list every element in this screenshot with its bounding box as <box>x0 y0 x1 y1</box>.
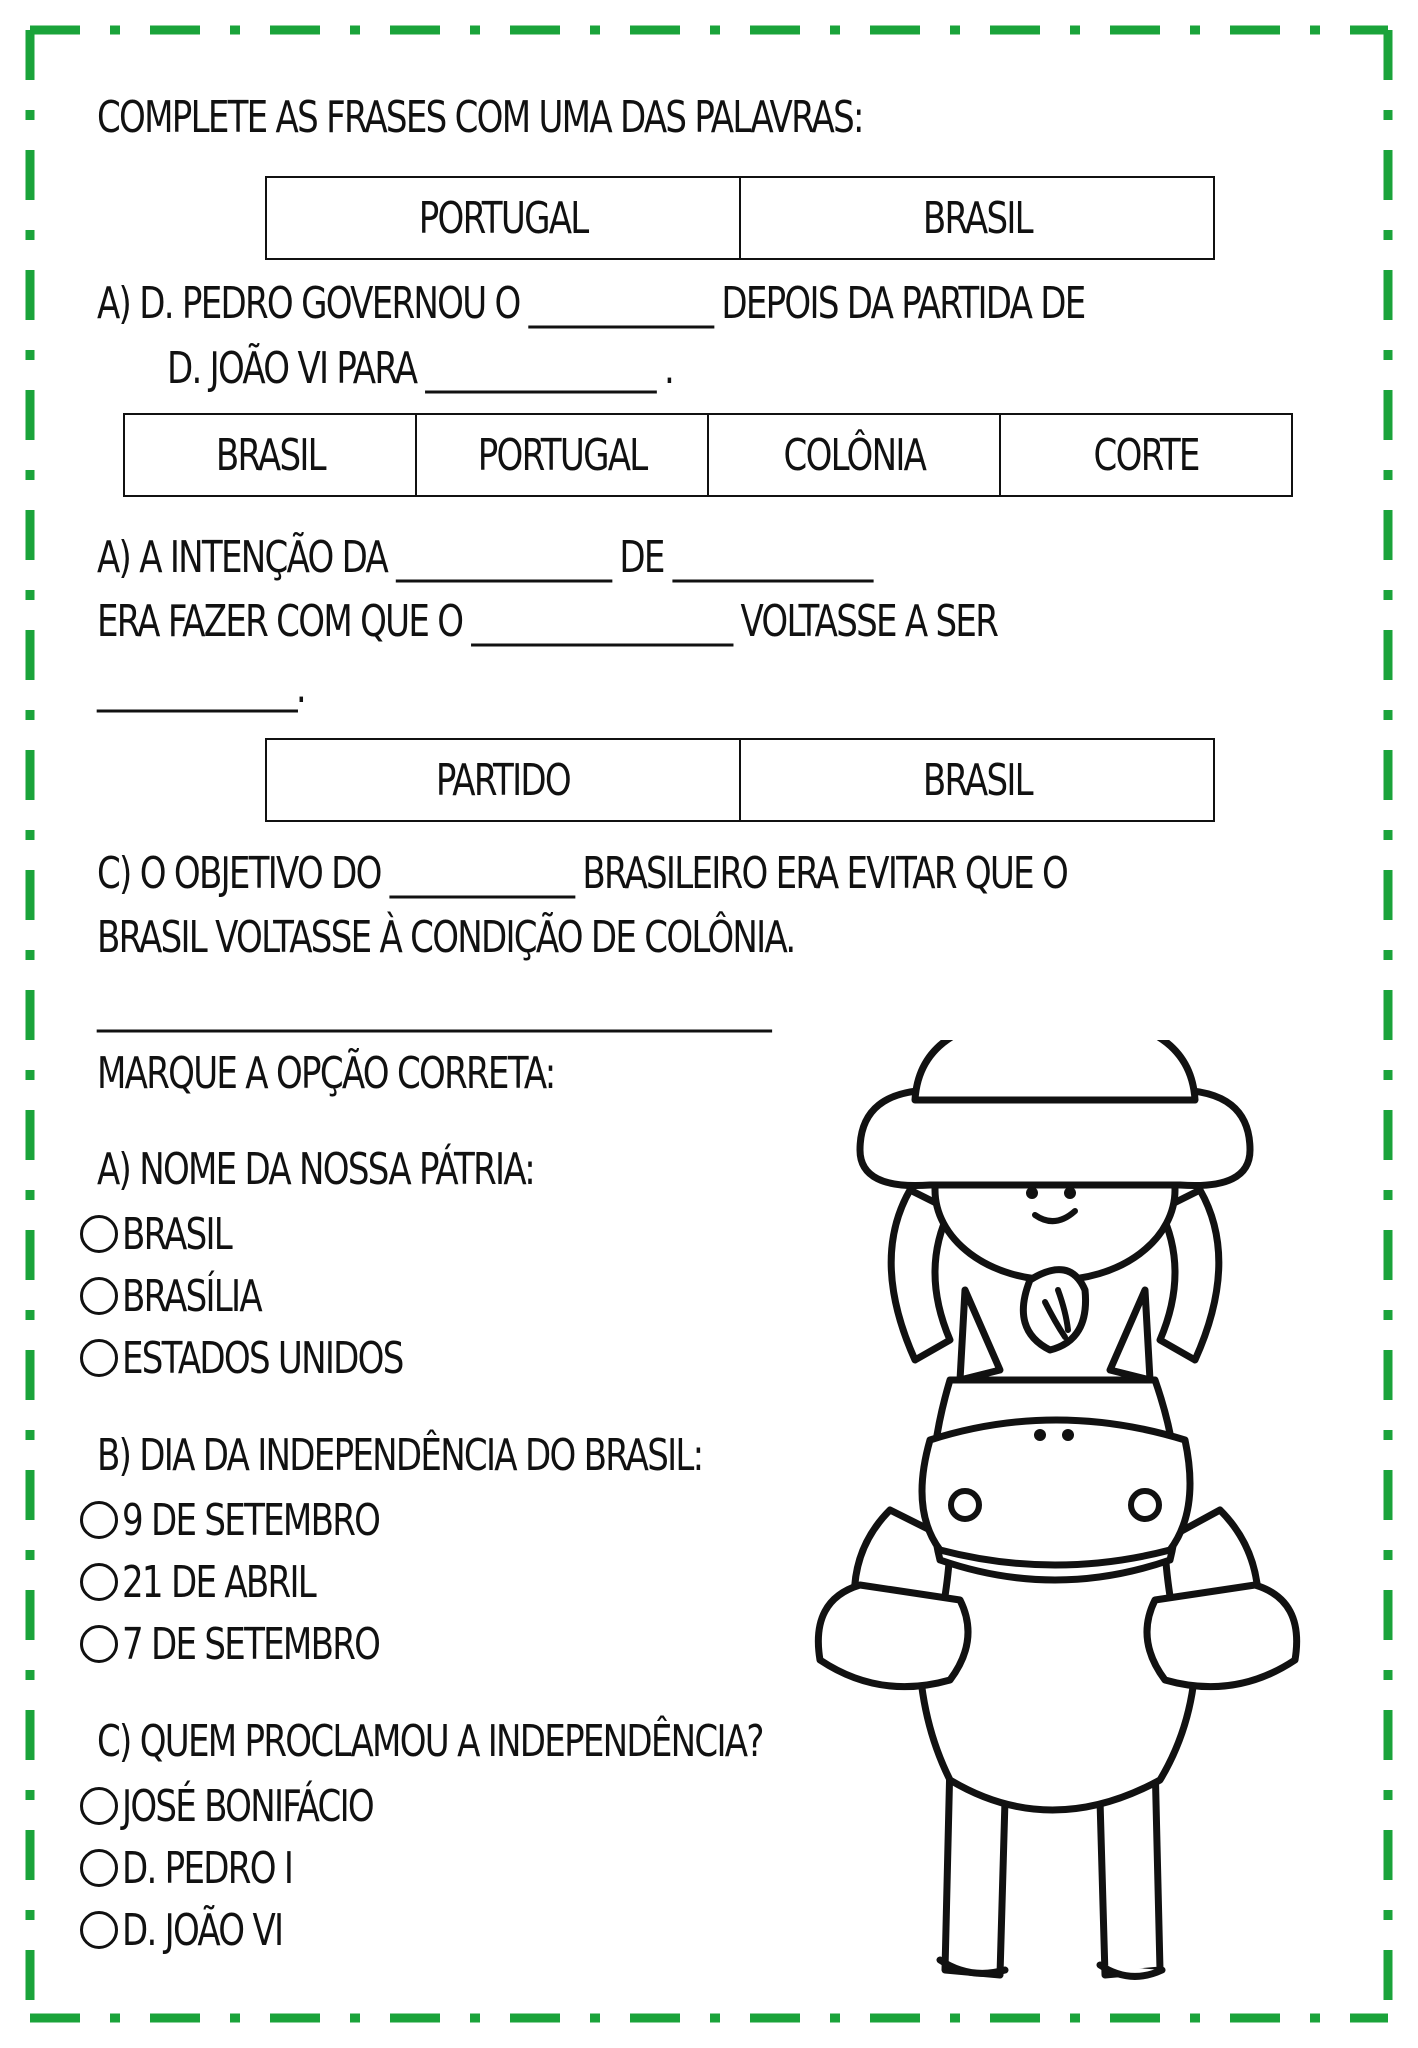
radio-circle[interactable] <box>80 1339 118 1377</box>
radio-circle[interactable] <box>80 1625 118 1663</box>
option-d-pedro-i[interactable]: D. PEDRO I <box>80 1840 320 1896</box>
question-a-label: A) NOME DA NOSSA PÁTRIA: <box>97 1144 534 1195</box>
option-d-joao-vi[interactable]: D. JOÃO VI <box>80 1902 308 1958</box>
question-a2-line3: _____________. <box>97 662 305 713</box>
radio-circle[interactable] <box>80 1563 118 1601</box>
word-box-cell: CORTE <box>999 415 1291 495</box>
question-a1-line2: D. JOÃO VI PARA _______________ . <box>167 343 674 394</box>
radio-circle[interactable] <box>80 1787 118 1825</box>
instruction-mark: MARQUE A OPÇÃO CORRETA: <box>97 1048 555 1099</box>
option-brasil[interactable]: BRASIL <box>80 1206 249 1262</box>
radio-circle[interactable] <box>80 1911 118 1949</box>
question-a1-line1: A) D. PEDRO GOVERNOU O ____________ DEPOIS DA PARTIDA DE <box>97 278 1085 329</box>
option-21-abril[interactable]: 21 DE ABRIL <box>80 1554 346 1610</box>
question-a2-line2: ERA FAZER COM QUE O _________________ VOLTASSE A SER <box>97 596 998 647</box>
instruction-complete: COMPLETE AS FRASES COM UMA DAS PALAVRAS: <box>97 92 863 143</box>
option-jose-bonifacio[interactable]: JOSÉ BONIFÁCIO <box>80 1778 414 1834</box>
section-divider: ____________________________________________ <box>97 982 771 1033</box>
word-box-cell: BRASIL <box>215 429 325 481</box>
option-brasilia[interactable]: BRASÍLIA <box>80 1268 284 1324</box>
word-box-3 <box>265 738 1215 822</box>
question-c2-label: C) QUEM PROCLAMOU A INDEPENDÊNCIA? <box>97 1716 763 1767</box>
word-box-cell: PORTUGAL <box>418 192 588 244</box>
option-9-setembro[interactable]: 9 DE SETEMBRO <box>80 1492 421 1548</box>
question-c-line2: BRASIL VOLTASSE À CONDIÇÃO DE COLÔNIA. <box>97 912 795 963</box>
option-7-setembro[interactable]: 7 DE SETEMBRO <box>80 1616 421 1672</box>
question-b-label: B) DIA DA INDEPENDÊNCIA DO BRASIL: <box>97 1430 703 1481</box>
option-estados-unidos[interactable]: ESTADOS UNIDOS <box>80 1330 448 1386</box>
word-box-1 <box>265 176 1215 260</box>
word-box-2 <box>123 413 1293 497</box>
radio-circle[interactable] <box>80 1215 118 1253</box>
word-box-cell: COLÔNIA <box>707 415 999 495</box>
radio-circle[interactable] <box>80 1501 118 1539</box>
question-c-line1: C) O OBJETIVO DO ____________ BRASILEIRO ERA EVITAR QUE O <box>97 848 1068 899</box>
word-box-cell: BRASIL <box>739 178 1213 258</box>
question-a2-line1: A) A INTENÇÃO DA ______________ DE _____________ <box>97 532 872 583</box>
word-box-cell: PARTIDO <box>435 754 571 806</box>
radio-circle[interactable] <box>80 1849 118 1887</box>
d-pedro-on-horse-icon <box>800 1040 1320 2000</box>
radio-circle[interactable] <box>80 1277 118 1315</box>
word-box-cell: BRASIL <box>739 740 1213 820</box>
word-box-cell: PORTUGAL <box>415 415 707 495</box>
